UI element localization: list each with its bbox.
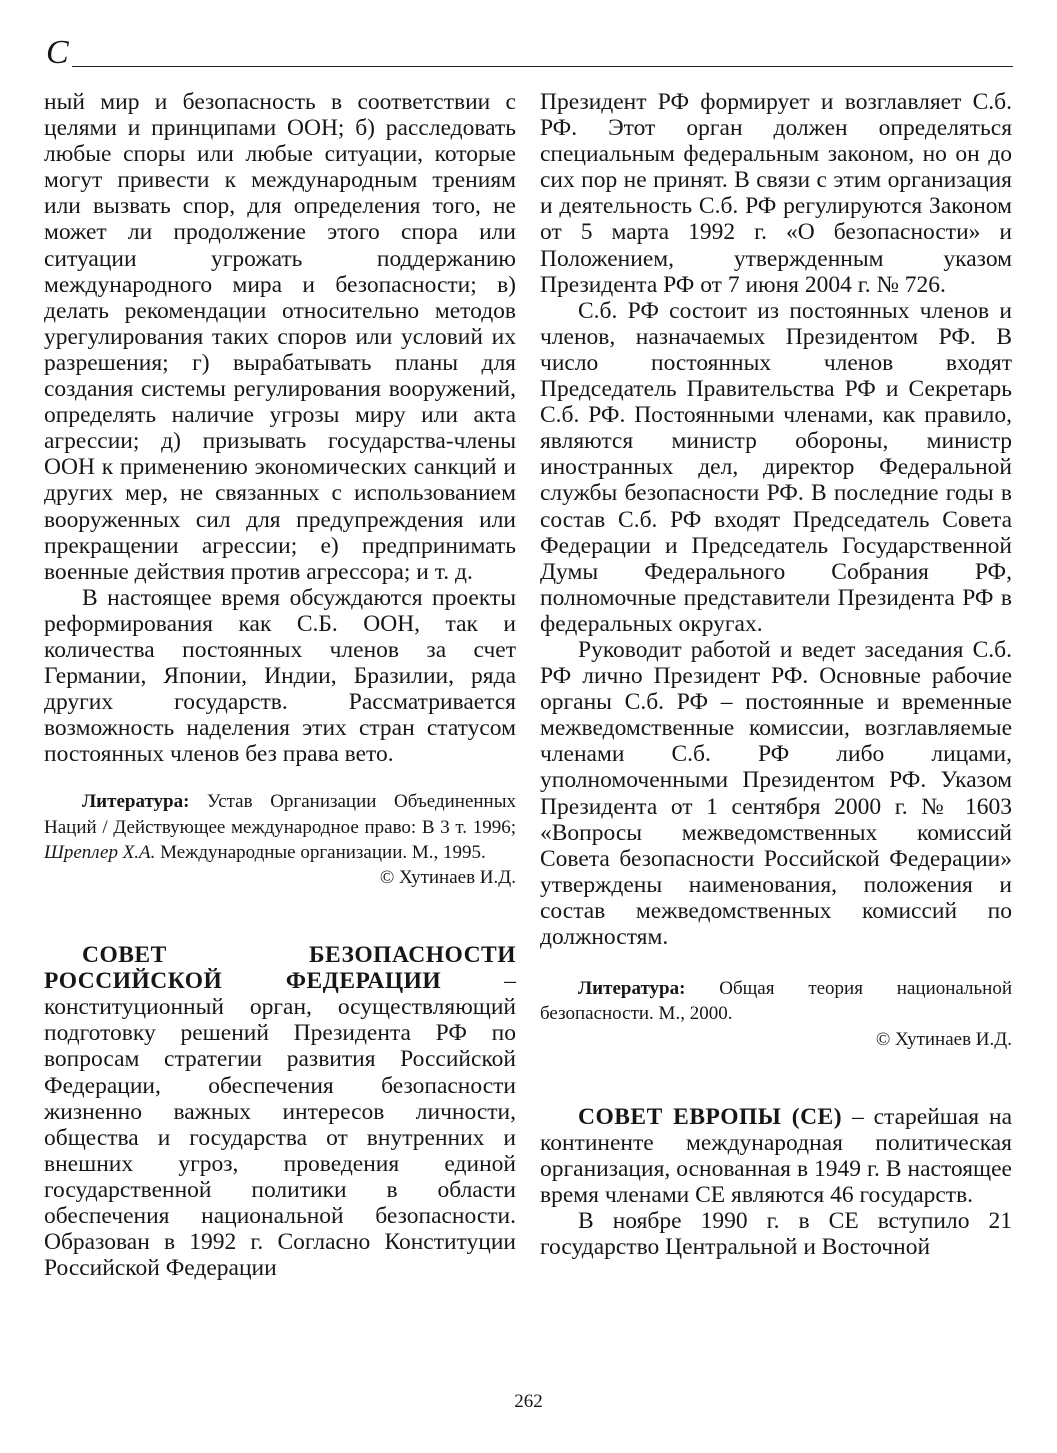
right-paragraph-1: Президент РФ формирует и возглавляет С.б. РФ. Этот орган должен определяться специальным федеральным законом, но он до сих пор не принят. В связи с этим организация и деятельность С.б. РФ регулируются Законом от 5 марта 1992 г. «О безопасности» и Положением, утвержденным указом Президента РФ от 7 июня 2004 г. № 726. [540,89,1012,298]
entry-council-of-europe [540,1104,1012,1208]
entry-title: СОВЕТ БЕЗОПАСНОСТИ РОССИЙСКОЙ ФЕДЕРАЦИИ [44,942,516,995]
right-column [540,89,1012,1260]
entry-security-council-rf [44,942,516,1281]
literature-author: Шреплер Х.А. [44,841,156,863]
right-literature [540,976,1012,1026]
entry-text: – конституционный орган, осуществляющий подготовку решений Президента РФ по вопросам стратегии развития Российской Федерации, обеспечения безопасности жизненно важных интересов личности, общества и государства от внутренних и внешних угроз, проведения единой государственной политики в области обеспечения национальной безопасности. Образован в 1992 г. Согласно Конституции Российской Федерации [44,968,516,1282]
literature-label: Литература: [82,791,190,813]
right-paragraph-4: В ноябре 1990 г. в СЕ вступило 21 государство Центральной и Восточной [540,1207,1012,1260]
entry-text: – старейшая на континенте международная политическая организация, основанная в 1949 г. В настоящее время членами СЕ являются 46 государств. [540,1103,1012,1208]
literature-text-2: Международные организации. М., 1995. [155,841,486,863]
left-literature [44,789,516,865]
right-paragraph-3: Руководит работой и ведет заседания С.б. РФ лично Президент РФ. Основные рабочие органы С.б. РФ – постоянные и временные межведомственные комиссии, возглавляемые членами С.б. РФ либо лицами, уполномоченными Президентом РФ. Указом Президента от 1 сентября 2000 г. № 1603 «Вопросы межведомственных комиссий Совета безопасности Российской Федерации» утверждены наименования, положения и состав межведомственных комиссий по должностям. [540,636,1012,950]
literature-text: Общая теория национальной безопасности. М., 2000. [540,978,1012,1025]
right-copyright: © Хутинаев И.Д. [875,1028,1012,1050]
right-paragraph-2: С.б. РФ состоит из постоянных членов и членов, назначаемых Президентом РФ. В число постоянных членов входят Председатель Правительства РФ и Секретарь С.б. РФ. Постоянными членами, как правило, являются министр обороны, министр иностранных дел, директор Федеральной службы безопасности РФ. В последние годы в состав С.б. РФ входят Председатель Совета Федерации и Председатель Государственной Думы Федерального Собрания РФ, полномочные представители Президента РФ в федеральных округах. [540,297,1012,637]
left-column [44,89,516,1281]
entry-title: СОВЕТ ЕВРОПЫ (СЕ) [578,1103,843,1130]
header-rule [72,66,1013,67]
literature-label: Литература: [578,978,686,1000]
left-paragraph-2: В настоящее время обсуждаются проекты реформирования как С.Б. ООН, так и количества постоянных членов за счет Германии, Японии, Индии, Бразилии, ряда других государств. Рассматривается возможность наделения этих стран статусом постоянных членов без права вето. [44,584,516,768]
left-copyright: © Хутинаев И.Д. [379,867,516,889]
section-letter: С [46,34,69,71]
literature-text: Устав Организации Объединенных Наций / Действующее международное право: В 3 т. 1996; [44,791,516,838]
left-paragraph-1: ный мир и безопасность в соответствии с целями и принципами ООН; б) расследовать любые споры или любые ситуации, которые могут привести к международным трениям или вызвать спор, для определения того, не может ли продолжение этого спора или ситуации угрожать поддержанию международного мира и безопасности; в) делать рекомендации относительно методов урегулирования таких споров или условий их разрешения; г) вырабатывать планы для создания системы регулирования вооружений, определять наличие угрозы миру или акта агрессии; д) призывать государства-члены ООН к применению экономических санкций и других мер, не связанных с использованием вооруженных сил для предупреждения или прекращении агрессии; е) предпринимать военные действия против агрессора; и т. д. [44,89,516,585]
page-number: 262 [514,1391,543,1412]
